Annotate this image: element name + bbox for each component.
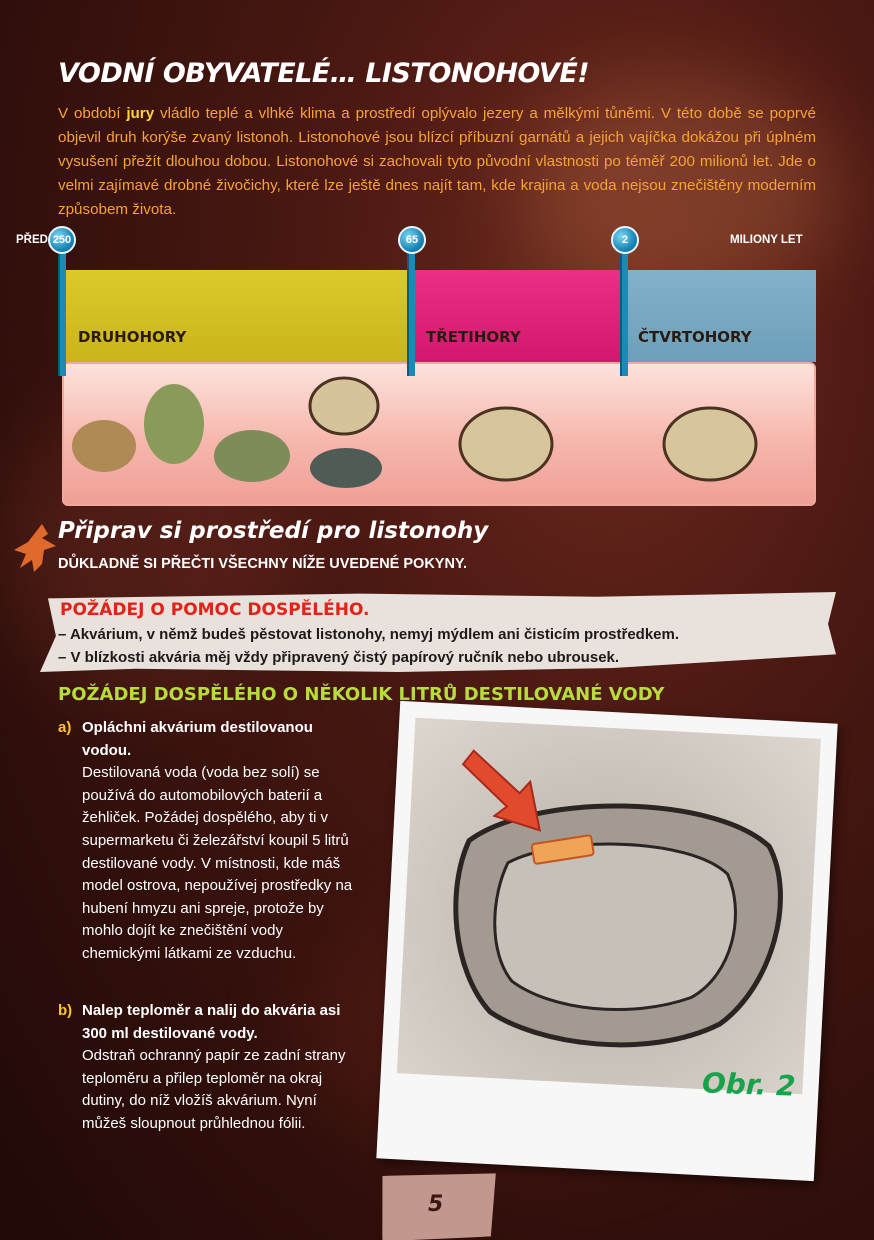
triops-icon [460,408,552,480]
photo-card [376,701,837,1181]
step-b [58,1000,358,1136]
dinosaur-silhouette-icon [12,520,60,576]
timeline-marker-pole [620,250,628,376]
triceratops-icon [72,420,136,472]
timeline-marker-pole [58,250,66,376]
step-key: a) [58,719,72,736]
banner-title: POŽÁDEJ O POMOC DOSPĚLÉHO. [60,600,370,620]
banner-line: – Akvárium, v němž budeš pěstovat listonohy, nemyj mýdlem ani čisticím prostředkem. [58,626,680,643]
intro-text-rest: vládlo teplé a vlhké klima a prostředí oplývalo jezery a mělkými tůněmi. V této době se poprvé objevil druh korýše zvaný listonoh. Listonohové jsou blízcí příbuzní garnátů a jejich vajíčka dokážou při úplném vysušení přežít dlouhou dobou. Listonohové si zachovali tyto původní vlastnosti po téměř 200 milionů let. Jde o velmi zajímavé drobné živočichy, které lze ještě dnes najít tam, kde krajina a voda nejsou znečištěny moderním způsobem života. [58,105,817,218]
section-subtitle: DŮKLADNĚ SI PŘEČTI VŠECHNY NÍŽE UVEDENÉ POKYNY. [58,556,468,572]
era-tretihory [412,270,622,362]
step-heading: Opláchni akvárium destilovanou vodou. [82,719,313,759]
intro-highlight-jury: jury [126,105,155,122]
section-title: Připrav si prostředí pro listonohy [58,518,489,544]
page-number: 5 [428,1192,444,1217]
timeline-left-label: PŘED [16,234,48,246]
timeline-marker-65: 65 [398,226,426,254]
intro-text-start: V období [58,105,127,122]
ankylosaurus-icon [310,448,382,488]
era-ctvrtohory [624,270,816,362]
step-key: b) [58,1002,73,1019]
page-title: VODNÍ OBYVATELÉ… LISTONOHOVÉ! [58,58,590,89]
timeline-marker-250: 250 [48,226,76,254]
photo-caption: Obr. 2 [701,1066,797,1103]
creatures-illustration [64,364,814,504]
dinosaur-icon [144,384,204,464]
timeline-creatures-panel [62,362,816,506]
timeline-unit-label: MILIONY LET [730,234,803,246]
intro-paragraph [58,102,816,222]
step-body: Odstraň ochranný papír ze zadní strany teploměru a přilep teploměr na okraj dutiny, do níž vložíš akvárium. Nyní můžeš sloupnout průhlednou fólii. [82,1047,346,1132]
photo-image [397,718,821,1095]
timeline-marker-2: 2 [611,226,639,254]
era-label: TŘETIHORY [426,328,521,346]
stegosaurus-icon [214,430,290,482]
arrow-icon [460,750,544,830]
era-label: DRUHOHORY [78,328,187,346]
aquarium-illustration [397,718,821,1095]
step-a [58,717,358,966]
section2-title: POŽÁDEJ DOSPĚLÉHO O NĚKOLIK LITRŮ DESTILOVANÉ VODY [58,684,665,705]
triops-icon [310,378,378,434]
step-body: Destilovaná voda (voda bez solí) se používá do automobilových baterií a žehliček. Požádej dospělého, aby ti v supermarketu či železářství koupil 5 litrů destilované vody. V místnosti, kde máš model ostrova, nepoužívej prostředky na hubení hmyzu ani spreje, protože by mohlo dojít ke znečištění vody chemickými látkami ze vzduchu. [82,764,353,962]
banner-line: – V blízkosti akvária měj vždy připravený čistý papírový ručník nebo ubrousek. [58,649,620,666]
era-druhohory [64,270,410,362]
step-heading: Nalep teploměr a nalij do akvária asi 300 ml destilované vody. [82,1002,341,1042]
timeline-marker-pole [407,250,415,376]
triops-icon [664,408,756,480]
era-label: ČTVRTOHORY [638,328,752,346]
